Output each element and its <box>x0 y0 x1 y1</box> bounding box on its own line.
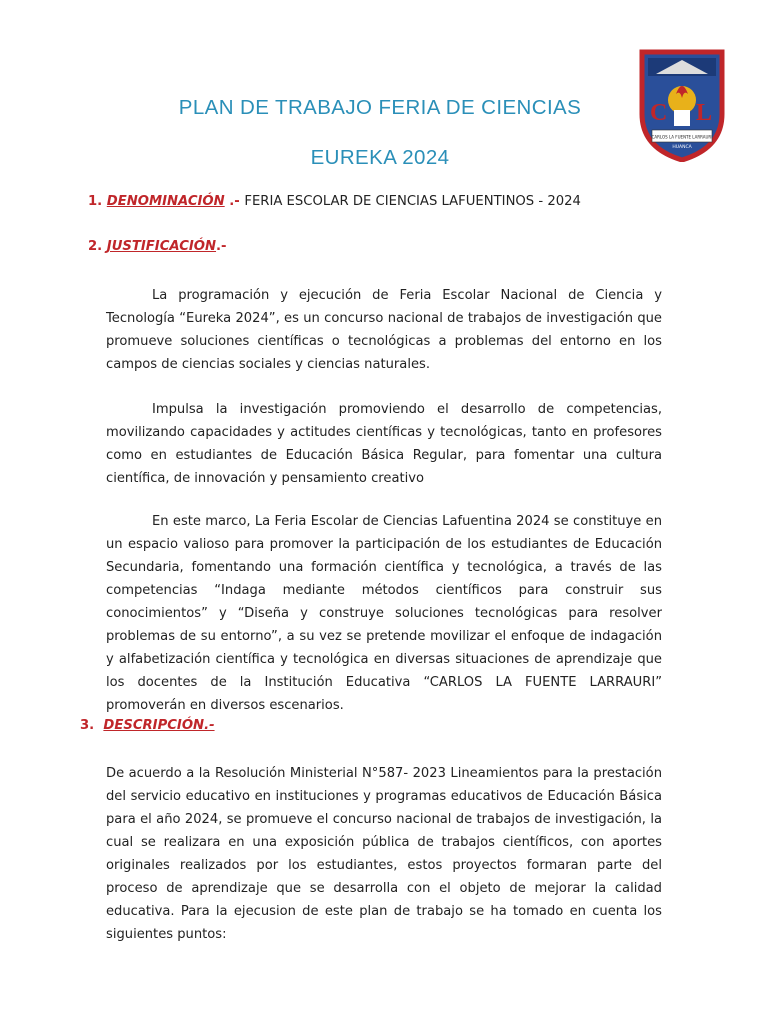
section-3-heading <box>80 718 215 733</box>
crest-letter-l: L <box>696 100 713 126</box>
section-number: 1. <box>88 194 103 209</box>
document-subtitle: EUREKA 2024 <box>310 146 450 169</box>
crest-book <box>674 110 690 126</box>
crest-caption: CARLOS LA FUENTE LARRAURI <box>651 134 713 140</box>
crest-caption-2: HUANCA <box>672 145 692 150</box>
section-label: JUSTIFICACIÓN <box>106 239 217 254</box>
section-label: DENOMINACIÓN <box>106 194 225 209</box>
section-number: 3. <box>80 718 95 733</box>
crest-letter-c: C <box>650 100 668 126</box>
description-paragraph: De acuerdo a la Resolución Ministerial N°587- 2023 Lineamientos para la prestación del servicio educativo en instituciones y programas educativos de Educación Básica para el año 2024, se promueve el concurso nacional de trabajos de investigación, la cual se realizara en una exposición pública de trabajos científicos, con aportes originales realizados por los estudiantes, estos proyectos formaran parte del proceso de aprendizaje que se desarrolla con el objeto de mejorar la calidad educativa. Para la ejecusion de este plan de trabajo se ha tomado en cuenta los siguientes puntos: <box>106 766 662 942</box>
section-2-heading <box>88 239 227 254</box>
section-suffix: .- <box>216 239 227 254</box>
justification-paragraph-2: Impulsa la investigación promoviendo el desarrollo de competencias, movilizando capacidades y actitudes científicas y tecnológicas, tanto en profesores como en estudiantes de Educación Básica Regular, para fomentar una cultura científica, de innovación y pensamiento creativo <box>106 402 662 486</box>
school-crest-icon <box>636 44 728 162</box>
document-title: PLAN DE TRABAJO FERIA DE CIENCIAS <box>178 96 582 119</box>
justification-paragraph-3: En este marco, La Feria Escolar de Ciencias Lafuentina 2024 se constituye en un espacio valioso para promover la participación de los estudiantes de Educación Secundaria, fomentando una formación científica y tecnológica, a través de las competencias “Indaga mediante métodos científicos para construir sus conocimientos” y “Diseña y construye soluciones tecnológicas para resolver problemas de su entorno”, a su vez se pretende movilizar el enfoque de indagación y alfabetización científica y tecnológica en diversas situaciones de aprendizaje que los docentes de la Institución Educativa “CARLOS LA FUENTE LARRAURI” promoverán en diversos escenarios. <box>106 514 662 713</box>
section-value: FERIA ESCOLAR DE CIENCIAS LAFUENTINOS - 2024 <box>244 194 581 209</box>
section-label: DESCRIPCIÓN.- <box>103 718 215 733</box>
section-1-heading <box>88 194 581 209</box>
section-suffix: .- <box>224 194 240 209</box>
section-number: 2. <box>88 239 103 254</box>
justification-paragraph-1: La programación y ejecución de Feria Escolar Nacional de Ciencia y Tecnología “Eureka 2024”, es un concurso nacional de trabajos de investigación que promueve soluciones científicas o tecnológicas a problemas del entorno en los campos de ciencias sociales y ciencias naturales. <box>106 288 662 372</box>
